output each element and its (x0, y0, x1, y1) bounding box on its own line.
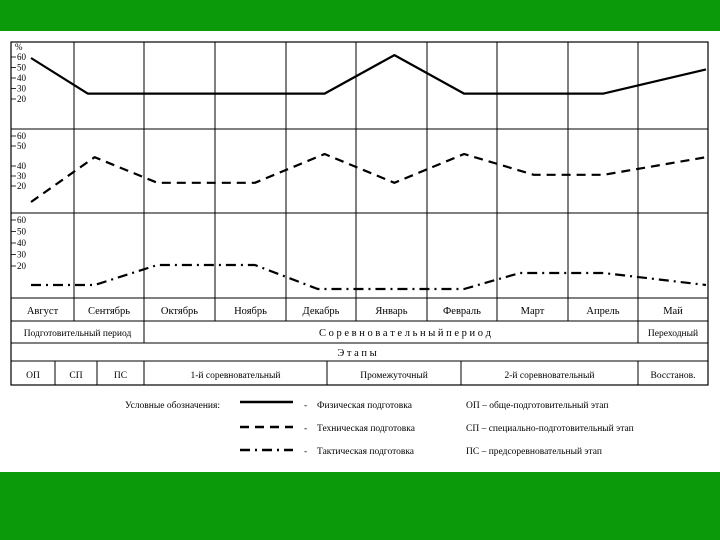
month-label: Апрель (586, 306, 620, 317)
legend-label: Техническая подготовка (317, 424, 415, 434)
y-tick-label: 20 (17, 181, 26, 191)
series-line-tactical (31, 265, 706, 289)
y-tick-label: 60 (17, 52, 26, 62)
series-line-technical (31, 154, 706, 202)
legend-label: Тактическая подготовка (317, 447, 415, 457)
stage-label: СП (69, 371, 83, 381)
legend-dash: - (304, 447, 308, 457)
y-unit-label: % (15, 42, 23, 52)
stages-title: Э т а п ы (337, 348, 377, 359)
month-label: Май (663, 306, 683, 317)
chart-plots (31, 55, 706, 289)
legend-abbreviation: СП – специально-подготовительный этап (466, 424, 634, 434)
stage-label: ПС (113, 371, 128, 381)
periods-table (24, 306, 698, 385)
month-label: Август (26, 306, 59, 317)
y-tick-label: 50 (17, 62, 26, 73)
period-label: С о р е в н о в а т е л ь н ы й п е р и о д (318, 328, 492, 339)
y-tick-label: 40 (17, 238, 26, 248)
stage-label: ОП (26, 371, 40, 381)
legend-abbreviation: ПС – предсоревновательный этап (466, 447, 602, 457)
y-tick-label: 20 (17, 94, 26, 104)
month-label: Январь (375, 306, 408, 317)
legend-label: Физическая подготовка (317, 401, 412, 411)
y-tick-label: 60 (17, 131, 26, 141)
legend-dash: - (304, 401, 308, 411)
bottom-green-band (0, 472, 720, 540)
stage-label: Промежуточный (360, 371, 428, 381)
series-line-physical (31, 55, 706, 94)
y-tick-label: 30 (17, 83, 26, 94)
legend-dash: - (304, 424, 308, 434)
y-tick-label: 50 (17, 226, 26, 237)
y-tick-label: 60 (17, 215, 26, 225)
legend-abbreviation: ОП – обще-подготовительный этап (466, 401, 609, 411)
period-label: Подготовительный период (23, 329, 132, 339)
stage-label: 1-й соревновательный (190, 371, 281, 381)
stage-label: Восстанов. (650, 371, 696, 381)
month-label: Сентябрь (87, 306, 131, 317)
month-label: Ноябрь (234, 306, 267, 317)
month-label: Декабрь (302, 306, 340, 317)
month-label: Октябрь (160, 306, 199, 317)
month-label: Март (520, 306, 545, 317)
y-tick-label: 40 (17, 73, 26, 83)
y-tick-label: 40 (17, 161, 26, 171)
stage-label: 2-й соревновательный (504, 371, 595, 381)
y-tick-label: 20 (17, 261, 26, 271)
y-tick-label: 50 (17, 141, 26, 151)
y-tick-label: 30 (17, 249, 26, 260)
chart-legend (125, 400, 634, 457)
month-label: Февраль (443, 306, 481, 317)
period-label: Переходный (647, 329, 699, 339)
y-tick-label: 30 (17, 171, 26, 181)
legend-title: Условные обозначения: (125, 401, 221, 411)
